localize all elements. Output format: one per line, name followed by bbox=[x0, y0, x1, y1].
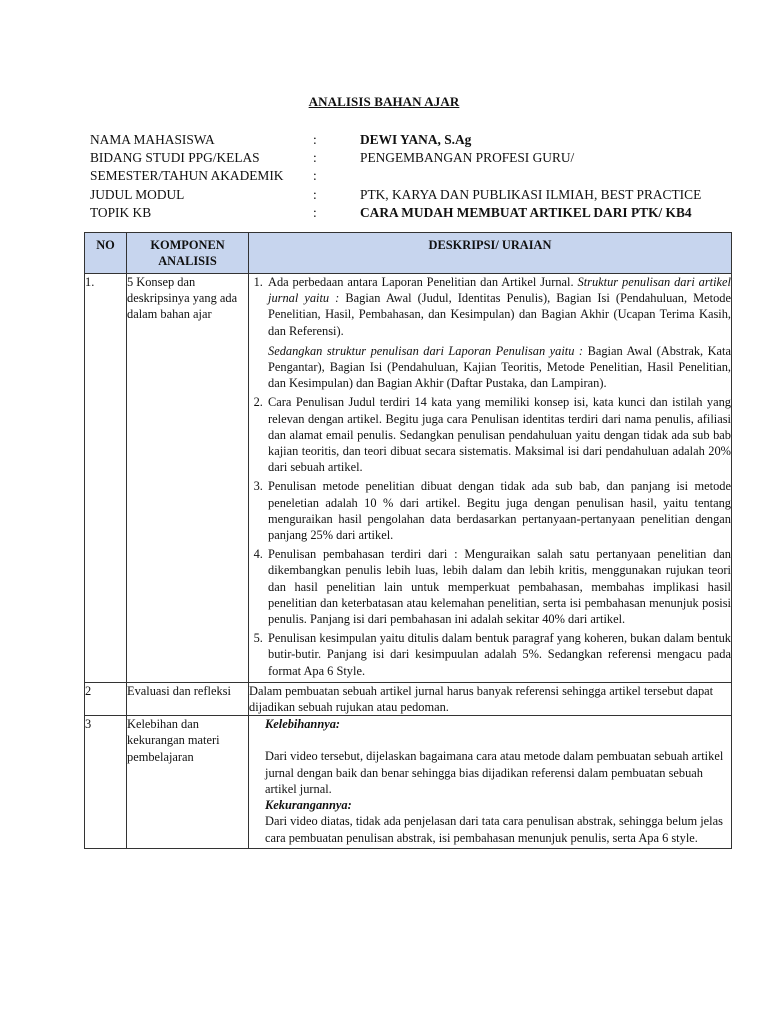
info-block bbox=[90, 131, 730, 222]
kelebihan-text: Dari video tersebut, dijelaskan bagaimana cara atau metode dalam pembuatan sebuah artikel jurnal dengan baik dan benar sehingga bias dijadikan referensi dalam pembuatan sebuah artikel jurnal. bbox=[265, 749, 724, 796]
info-colon: : bbox=[313, 132, 317, 147]
info-row-judul bbox=[90, 186, 730, 204]
info-label: NAMA MAHASISWA bbox=[90, 132, 215, 147]
item-text: 3. Penulisan metode penelitian dibuat dengan tidak ada sub bab, dan panjang isi metode peneletian adalah 10 % dari artikel. Begitu juga dengan penulisan hasil, yaitu tentang menguraikan hasil pengolahan data berdasarkan pertanyaan-pertanyaan penelitian dengan panjang 25% dari artikel. bbox=[268, 479, 731, 543]
row-deskripsi bbox=[249, 274, 732, 683]
info-label: JUDUL MODUL bbox=[90, 186, 185, 202]
list-item bbox=[266, 478, 731, 543]
item-text: Ada perbedaan antara Laporan Penelitian dan Artikel Jurnal. bbox=[268, 275, 574, 289]
item-text: 4. Penulisan pembahasan terdiri dari : Menguraikan salah satu pertanyaan penelitian dan dikembangkan penulis lebih luas, lebih dalam dan lebih kritis, menggunakan rujukan teori dan hasil penelitian lain untuk memperkuat pembahasan, membahas implikasi hasil penelitian dan keterbatasan atau kelemahan penelitian, serta isi pembahasan menunjuk posisi penulis. Panjang isi dari pembahasan ini adalah sekitar 40% dari artikel. bbox=[268, 547, 731, 627]
table-row bbox=[85, 274, 732, 683]
row-komponen: 5 Konsep dan deskripsinya yang ada dalam bahan ajar bbox=[127, 274, 249, 683]
info-row-bidang bbox=[90, 149, 730, 167]
row-number: 1. bbox=[85, 274, 127, 683]
info-row-topik bbox=[90, 204, 730, 222]
item-italic: Struktur penulisan dari artikel jurnal yaitu : bbox=[268, 275, 732, 306]
info-label: TOPIK KB bbox=[90, 204, 152, 220]
header-no: NO bbox=[85, 233, 127, 274]
info-colon: : bbox=[313, 186, 317, 202]
concept-list bbox=[249, 274, 731, 679]
header-deskripsi: DESKRIPSI/ URAIAN bbox=[249, 233, 732, 274]
row-number: 2 bbox=[85, 682, 127, 715]
info-value: PTK, KARYA DAN PUBLIKASI ILMIAH, BEST PRACTICE bbox=[360, 186, 702, 202]
info-colon: : bbox=[313, 168, 317, 184]
item-text: Bagian Awal (Abstrak, Kata Pengantar), Bagian Isi (Pendahuluan, Kajian Teoritis, Metode Penelitian, Hasil Penelitian, dan Kesimpulan) dan Bagian Akhir (Daftar Pustaka, dan Lampiran). bbox=[268, 343, 731, 391]
row-number: 3 bbox=[85, 716, 127, 848]
document-title: ANALISIS BAHAN AJAR bbox=[308, 94, 460, 109]
item-text: 2. Cara Penulisan Judul terdiri 14 kata yang memiliki konsep isi, kata kunci dan istilah yang relevan dengan artikel. Begitu juga cara Penulisan identitas terdiri dari nama penulis, afiliasi dan alamat email penulis. Sedangkan penulisan pendahuluan yaitu dengan tidak ada sub bab kajian teoritis, dan teori dibuat secara sistematis. Maksimal isi dari pendahuluan adalah 20% dari sebuah artikel. bbox=[268, 395, 731, 475]
info-label: SEMESTER/TAHUN AKADEMIK bbox=[90, 168, 284, 184]
list-item bbox=[266, 630, 731, 679]
info-colon: : bbox=[313, 204, 317, 220]
info-value: DEWI YANA, S.Ag bbox=[360, 132, 472, 147]
row-deskripsi bbox=[249, 682, 732, 715]
info-value bbox=[360, 167, 730, 185]
info-value: PENGEMBANGAN PROFESI GURU/ bbox=[360, 150, 575, 166]
kekurangan-text: Dari video diatas, tidak ada penjelasan dari tata cara penulisan abstrak, sehingga belum jelas cara pembuatan penulisan abstrak, isi pembahasan menunjuk penulis, serta Apa 6 style. bbox=[265, 814, 723, 845]
row-komponen: Evaluasi dan refleksi bbox=[127, 682, 249, 715]
table-header-row bbox=[85, 233, 732, 274]
info-row-semester bbox=[90, 167, 730, 185]
evaluation-text: Dalam pembuatan sebuah artikel jurnal harus banyak referensi sehingga artikel tersebut dapat dijadikan sebuah rujukan atau pedoman. bbox=[249, 683, 714, 715]
item-text: 5. Penulisan kesimpulan yaitu ditulis dalam bentuk paragraf yang koheren, bukan dalam bentuk butir-butir. Panjang isi dari kesimpuulan adalah 5%. Sedangkan referensi mengacu pada format Apa 6 Style. bbox=[268, 631, 731, 678]
list-item bbox=[266, 274, 731, 391]
info-label: BIDANG STUDI PPG/KELAS bbox=[90, 150, 260, 166]
kelebihan-heading: Kelebihannya: bbox=[265, 717, 341, 732]
list-item bbox=[266, 546, 731, 627]
table-row bbox=[85, 716, 732, 848]
info-colon: : bbox=[313, 150, 317, 166]
header-komponen: KOMPONEN ANALISIS bbox=[127, 233, 249, 274]
list-item bbox=[266, 394, 731, 475]
item-italic: Sedangkan struktur penulisan dari Laporan Penulisan yaitu : bbox=[268, 343, 584, 358]
info-value: CARA MUDAH MEMBUAT ARTIKEL DARI PTK/ KB4 bbox=[360, 204, 692, 220]
analysis-table bbox=[84, 232, 732, 849]
row-komponen: Kelebihan dan kekurangan materi pembelajaran bbox=[127, 716, 249, 848]
spacer bbox=[265, 732, 731, 748]
table-row bbox=[85, 682, 732, 715]
info-row-nama bbox=[90, 131, 730, 149]
item-text: Bagian Awal (Judul, Identitas Penulis), Bagian Isi (Pendahuluan, Metode Penelitian, Hasil, Pembahasan, dan Kesimpulan) dan Bagian Akhir (Ucapan Terima Kasih, dan Referensi). bbox=[268, 291, 731, 338]
row-deskripsi bbox=[249, 716, 732, 848]
kekurangan-heading: Kekurangannya: bbox=[265, 798, 352, 813]
